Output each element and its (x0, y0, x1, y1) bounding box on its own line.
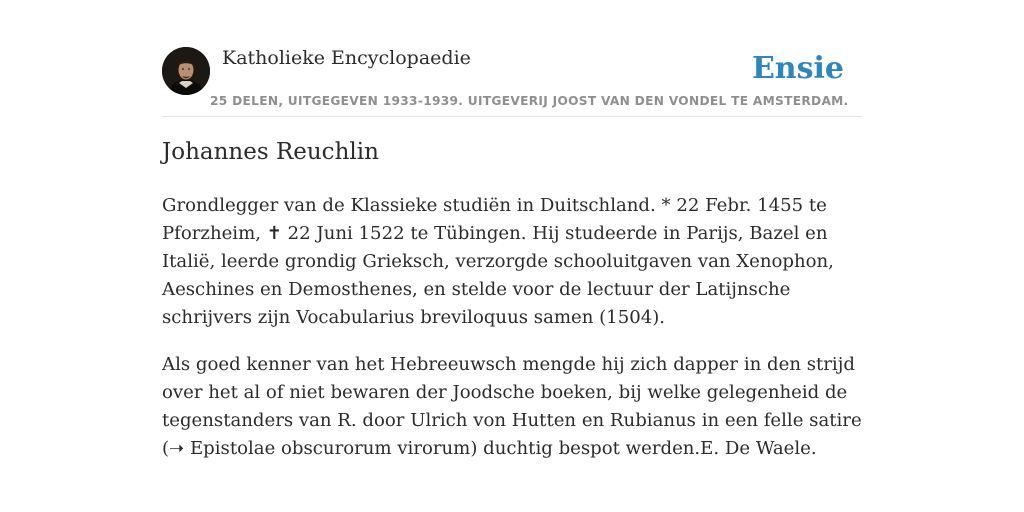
book-title[interactable]: Katholieke Encyclopaedie (222, 47, 471, 69)
portrait-icon (162, 47, 210, 95)
brand-logo[interactable]: Ensie (751, 51, 844, 86)
article-paragraph: Grondlegger van de Klassieke studiën in Duitschland. * 22 Febr. 1455 te Pforzheim, ✝ 22 Juni 1522 te Tübingen. Hij studeerde in Parijs, Bazel en Italië, leerde grondig Grieksch, verzorgde schooluitgaven van Xenophon, Aeschines en Demosthenes, en stelde voor de lectuur der Latijnsche schrijvers zijn Vocabularius breviloquus samen (1504). (162, 195, 834, 328)
book-subtitle: 25 DELEN, UITGEGEVEN 1933-1939. UITGEVERIJ JOOST VAN DEN VONDEL TE AMSTERDAM. (210, 94, 849, 108)
book-avatar[interactable] (162, 47, 210, 95)
book-header (162, 45, 862, 117)
article-title: Johannes Reuchlin (162, 139, 379, 165)
article-body (162, 192, 862, 482)
article-paragraph: Als goed kenner van het Hebreeuwsch mengde hij zich dapper in den strijd over het al of niet bewaren der Joodsche boeken, bij welke gelegenheid de tegenstanders van R. door Ulrich von Hutten en Rubianus in een felle satire (➝ Epistolae obscurorum virorum) duchtig bespot werden.E. De Waele. (162, 354, 862, 459)
